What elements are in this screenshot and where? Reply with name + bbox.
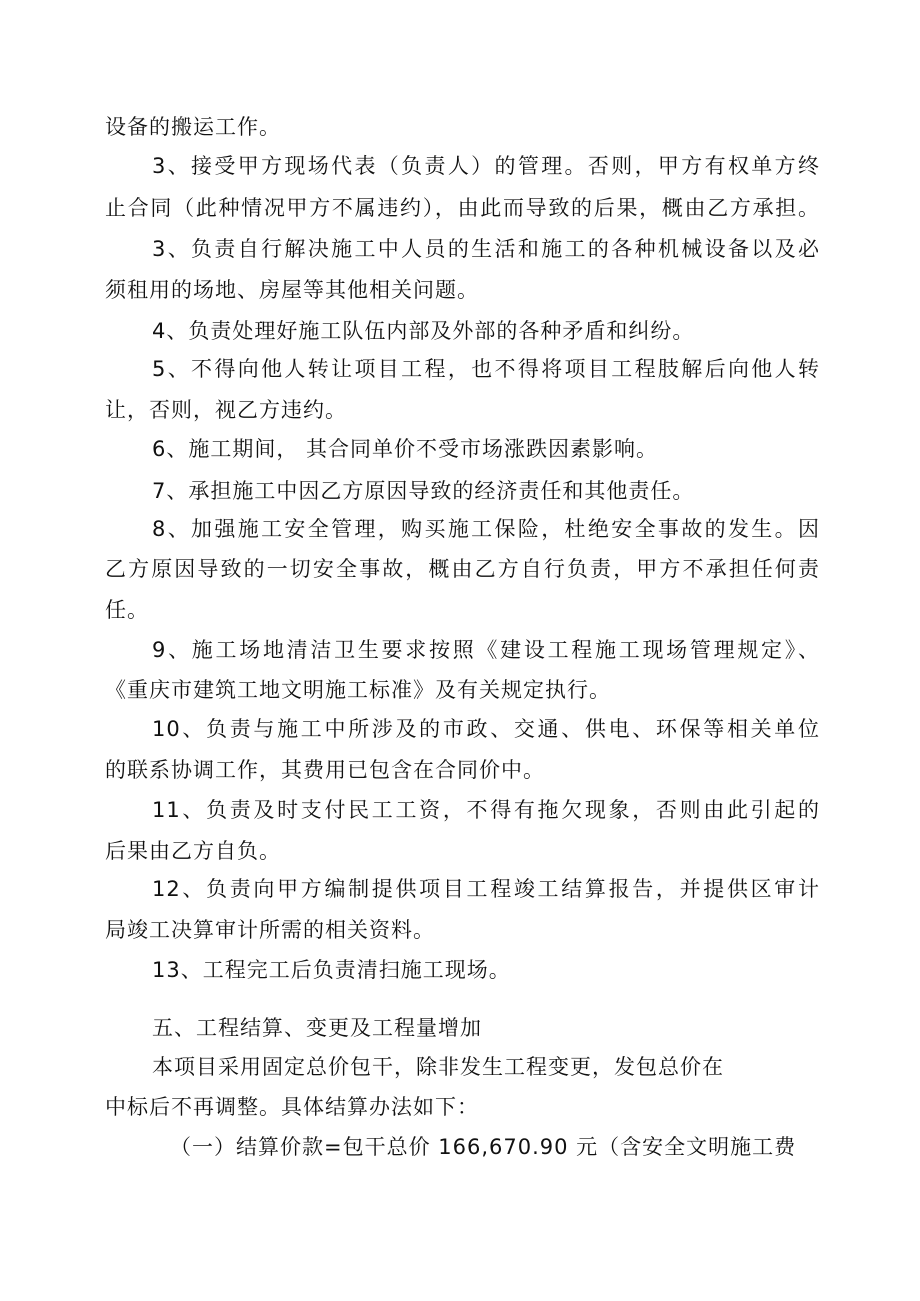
text-line-9: 6、施工期间， 其合同单价不受市场涨跌因素影响。 [152, 437, 659, 461]
text-line-10: 7、承担施工中因乙方原因导致的经济责任和其他责任。 [152, 479, 695, 503]
text-line-8: 让，否则，视乙方违约。 [105, 398, 347, 422]
text-line-1: 设备的搬运工作。 [105, 115, 281, 139]
text-line-14: 9、施工场地清洁卫生要求按照《建设工程施工现场管理规定》、 [152, 638, 820, 662]
text-line-22: 13、工程完工后负责清扫施工现场。 [152, 958, 511, 982]
text-line-3: 止合同（此种情况甲方不属违约），由此而导致的后果，概由乙方承担。 [105, 196, 820, 220]
text-line-15: 《重庆市建筑工地文明施工标准》及有关规定执行。 [105, 678, 611, 702]
text-line-19: 后果由乙方自负。 [105, 839, 281, 863]
section-heading: 五、工程结算、变更及工程量增加 [152, 1016, 482, 1040]
text-line-18: 11、负责及时支付民工工资，不得有拖欠现象，否则由此引起的 [152, 798, 820, 822]
text-line-7: 5、不得向他人转让项目工程，也不得将项目工程肢解后向他人转 [152, 357, 820, 381]
text-line-2: 3、接受甲方现场代表（负责人）的管理。否则，甲方有权单方终 [152, 154, 820, 178]
text-line-12: 乙方原因导致的一切安全事故，概由乙方自行负责，甲方不承担任何责 [105, 557, 820, 581]
text-line-17: 的联系协调工作，其费用已包含在合同价中。 [105, 758, 545, 782]
text-line-5: 须租用的场地、房屋等其他相关问题。 [105, 278, 479, 302]
text-line-11: 8、加强施工安全管理，购买施工保险，杜绝安全事故的发生。因 [152, 517, 820, 541]
text-line-13: 任。 [105, 598, 149, 622]
text-line-21: 局竣工决算审计所需的相关资料。 [105, 918, 435, 942]
text-line-26: （一）结算价款=包干总价 166,670.90 元（含安全文明施工费 [170, 1135, 797, 1159]
text-line-24: 本项目采用固定总价包干，除非发生工程变更，发包总价在 [152, 1055, 724, 1079]
text-line-6: 4、负责处理好施工队伍内部及外部的各种矛盾和纠纷。 [152, 319, 695, 343]
text-line-16: 10、负责与施工中所涉及的市政、交通、供电、环保等相关单位 [152, 717, 820, 741]
text-line-20: 12、负责向甲方编制提供项目工程竣工结算报告，并提供区审计 [152, 877, 820, 901]
text-line-25: 中标后不再调整。具体结算办法如下： [105, 1095, 479, 1119]
text-line-4: 3、负责自行解决施工中人员的生活和施工的各种机械设备以及必 [152, 237, 820, 261]
